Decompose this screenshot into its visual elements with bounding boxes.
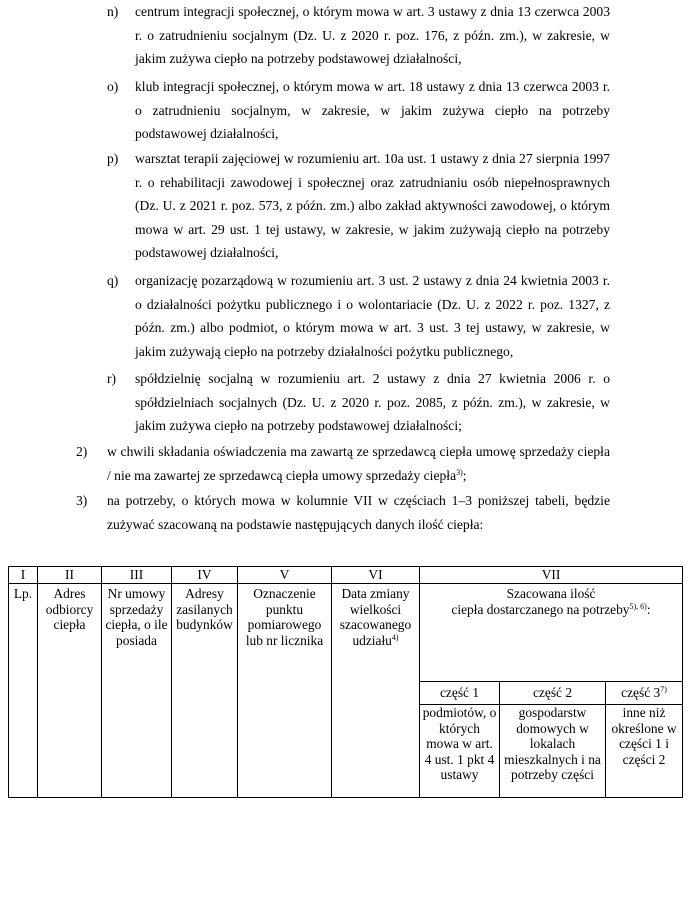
item-marker: 3) <box>76 493 88 508</box>
item-text: organizację pozarządową w rozumieniu art. 3 ust. 2 ustawy z dnia 24 kwietnia 2003 r. o działalności pożytku publicznego i o wolontariacie (Dz. U. z 2022 r. poz. 1327, z późn. zm.) albo podmiot, o którym mowa w art. 3 ust. 3 tej ustawy, w zakresie, w jakim zużywają ciepło na potrzeby działalności pożytku publicznego, <box>135 273 610 359</box>
item-text: w chwili składania oświadczenia ma zawartą ze sprzedawcą ciepła umowę sprzedaży ciepła / nie ma zawartej ze sprzedawcą ciepła umowy sprzedaży ciepła <box>107 444 610 483</box>
list-item-o <box>0 75 610 146</box>
col-header-V: V <box>238 567 332 584</box>
part-2-header: część 2 <box>500 682 606 705</box>
footnote-ref: 7) <box>660 685 667 695</box>
item-marker: q) <box>107 273 119 288</box>
item-marker: 2) <box>76 444 88 459</box>
col-header-IV: IV <box>172 567 238 584</box>
part-3-description: inne niż określone w części 1 i części 2 <box>606 705 683 798</box>
list-item-p <box>0 147 610 265</box>
footnote-ref: 5), 6) <box>629 601 647 611</box>
heat-estimate-table <box>8 566 683 798</box>
col-header-II: II <box>38 567 102 584</box>
lp-header: Lp. <box>9 584 38 798</box>
col-header-I: I <box>9 567 38 584</box>
item-marker: o) <box>107 79 119 94</box>
list-item-q <box>0 269 610 363</box>
item-text: warsztat terapii zajęciowej w rozumieniu art. 10a ust. 1 ustawy z dnia 27 sierpnia 1997 r. o rehabilitacji zawodowej i społecznej oraz zatrudnianiu osób niepełnosprawnych (Dz. U. z 2021 r. poz. 573, z późn. zm.) albo zakład aktywności zawodowej, o którym mowa w art. 29 ust. 1 tej ustawy, w zakresie, w jakim zużywają ciepło na potrzeby podstawowej działalności, <box>135 151 610 260</box>
col-header-III: III <box>102 567 172 584</box>
contract-number-header: Nr umowy sprzedaży ciepła, o ile posiada <box>102 584 172 798</box>
part-3-header: część 3$^{7)}$ <box>606 682 683 705</box>
item-marker: r) <box>107 371 117 386</box>
footnote-ref: 3) <box>456 467 463 477</box>
list-item-2 <box>0 440 610 487</box>
buildings-header: Adresy zasilanych budynków <box>172 584 238 798</box>
address-header: Adres odbiorcy ciepła <box>38 584 102 798</box>
estimated-heat-header: Szacowana ilość ciepła dostarczanego na potrzeby$^{5), 6)}$: <box>420 584 683 682</box>
label-header-row <box>9 584 683 682</box>
part-1-header: część 1 <box>420 682 500 705</box>
item-text-tail: ; <box>462 467 467 483</box>
list-item-3 <box>0 489 610 536</box>
item-marker: p) <box>107 151 119 166</box>
meter-header: Oznaczenie punktu pomiarowego lub nr licznika <box>238 584 332 798</box>
change-date-header: Data zmiany wielkości szacowanego udziału$^{4)}$ <box>332 584 420 798</box>
col-header-VII: VII <box>420 567 683 584</box>
item-text: spółdzielnię socjalną w rozumieniu art. 2 ustawy z dnia 27 kwietnia 2006 r. o spółdzielniach socjalnych (Dz. U. z 2020 r. poz. 2085, z późn. zm.), w zakresie, w jakim zużywa ciepło na potrzeby podstawowej działalności; <box>135 371 610 433</box>
col-header-VI: VI <box>332 567 420 584</box>
part-2-description: gospodarstw domowych w lokalach mieszkalnych i na potrzeby części <box>500 705 606 798</box>
list-item-r <box>0 367 610 438</box>
item-marker: n) <box>107 4 119 19</box>
roman-header-row <box>9 567 683 584</box>
footnote-ref: 4) <box>391 632 399 642</box>
list-item-n <box>0 0 610 71</box>
item-text: centrum integracji społecznej, o którym mowa w art. 3 ustawy z dnia 13 czerwca 2003 r. o zatrudnieniu socjalnym (Dz. U. z 2020 r. poz. 176, z późn. zm.), w zakresie, w jakim zużywa ciepło na potrzeby podstawowej działalności, <box>135 4 610 66</box>
item-text: na potrzeby, o których mowa w kolumnie VII w częściach 1–3 poniższej tabeli, będzie zużywać szacowaną na podstawie następujących danych ilość ciepła: <box>107 493 610 532</box>
part-1-description: podmiotów, o których mowa w art. 4 ust. 1 pkt 4 ustawy <box>420 705 500 798</box>
item-text: klub integracji społecznej, o którym mowa w art. 18 ustawy z dnia 13 czerwca 2003 r. o zatrudnieniu socjalnym, w zakresie, w jakim zużywa ciepło na potrzeby podstawowej działalności, <box>135 79 610 141</box>
